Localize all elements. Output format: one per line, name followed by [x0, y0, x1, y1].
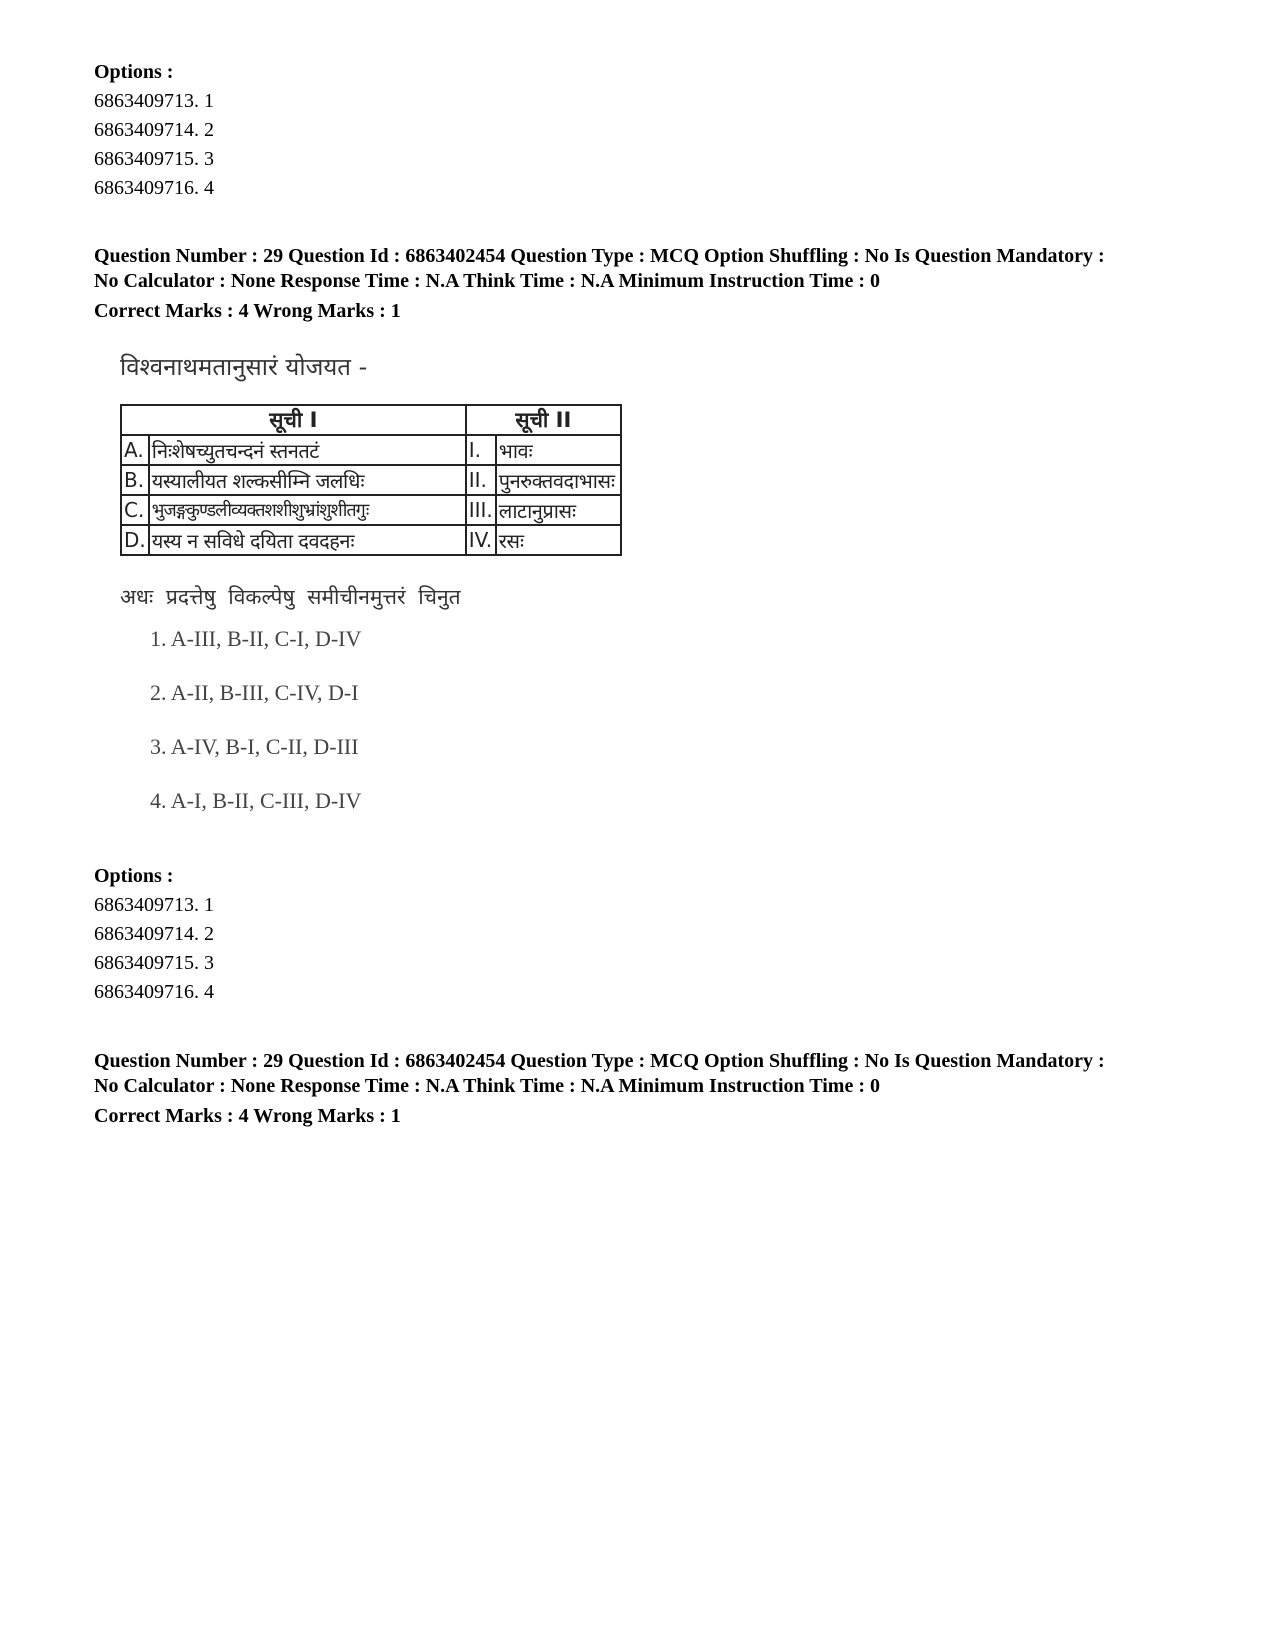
question-instruction: अधः प्रदत्तेषु विकल्पेषु समीचीनमुत्तरं चिनुत: [120, 585, 461, 609]
row-right-value: रसः: [496, 525, 621, 555]
options-block-top: [94, 58, 1214, 203]
question-meta-top: [94, 244, 1214, 324]
row-key: B.: [121, 465, 149, 495]
question-title: विश्वनाथमतानुसारं योजयत -: [120, 353, 368, 381]
option-item: 6863409714. 2: [94, 923, 214, 945]
header-list-two: सूची II: [466, 405, 621, 435]
options-block-bottom: [94, 862, 1214, 1007]
question-content: [120, 350, 640, 842]
row-right-value: पुनरुक्तवदाभासः: [496, 465, 621, 495]
row-right-value: लाटानुप्रासः: [496, 495, 621, 525]
table-row: [121, 435, 621, 465]
row-left-value: भुजङ्गकुण्डलीव्यक्तशशीशुभ्रांशुशीतगुः: [149, 495, 466, 525]
row-key: D.: [121, 525, 149, 555]
row-right-key: I.: [466, 435, 496, 465]
option-item: 6863409713. 1: [94, 894, 214, 916]
row-left-value: यस्य न सविधे दयिता दवदहनः: [149, 525, 466, 555]
answer-choice: 3. A-IV, B-I, C-II, D-III: [150, 734, 359, 759]
row-key: C.: [121, 495, 149, 525]
row-left-value: यस्यालीयत शल्कसीम्नि जलधिः: [149, 465, 466, 495]
table-row: [121, 495, 621, 525]
question-meta-line: Question Number : 29 Question Id : 6863402454 Question Type : MCQ Option Shuffling : No Is Question Mandatory :: [94, 1050, 1105, 1072]
question-meta-line: No Calculator : None Response Time : N.A Think Time : N.A Minimum Instruction Time : 0: [94, 1075, 880, 1097]
option-item: 6863409716. 4: [94, 981, 214, 1003]
table-row: [121, 465, 621, 495]
row-right-key: II.: [466, 465, 496, 495]
options-label: Options :: [94, 61, 174, 83]
row-right-key: III.: [466, 495, 496, 525]
options-label: Options :: [94, 865, 174, 887]
marks-line: Correct Marks : 4 Wrong Marks : 1: [94, 1105, 401, 1127]
answer-choices: [120, 626, 640, 842]
marks-line: Correct Marks : 4 Wrong Marks : 1: [94, 300, 401, 322]
option-item: 6863409715. 3: [94, 148, 214, 170]
row-right-value: भावः: [496, 435, 621, 465]
row-left-value: निःशेषच्युतचन्दनं स्तनतटं: [149, 435, 466, 465]
option-item: 6863409716. 4: [94, 177, 214, 199]
question-meta-line: Question Number : 29 Question Id : 6863402454 Question Type : MCQ Option Shuffling : No Is Question Mandatory :: [94, 245, 1105, 267]
question-meta-line: No Calculator : None Response Time : N.A Think Time : N.A Minimum Instruction Time : 0: [94, 270, 880, 292]
table-row: [121, 525, 621, 555]
table-header-row: [121, 405, 621, 435]
answer-choice: 1. A-III, B-II, C-I, D-IV: [150, 626, 362, 651]
row-right-key: IV.: [466, 525, 496, 555]
option-item: 6863409713. 1: [94, 90, 214, 112]
option-item: 6863409715. 3: [94, 952, 214, 974]
question-meta-bottom: [94, 1049, 1214, 1129]
answer-choice: 4. A-I, B-II, C-III, D-IV: [150, 788, 362, 813]
match-table: [120, 404, 622, 556]
row-key: A.: [121, 435, 149, 465]
header-list-one: सूची I: [121, 405, 466, 435]
option-item: 6863409714. 2: [94, 119, 214, 141]
answer-choice: 2. A-II, B-III, C-IV, D-I: [150, 680, 359, 705]
